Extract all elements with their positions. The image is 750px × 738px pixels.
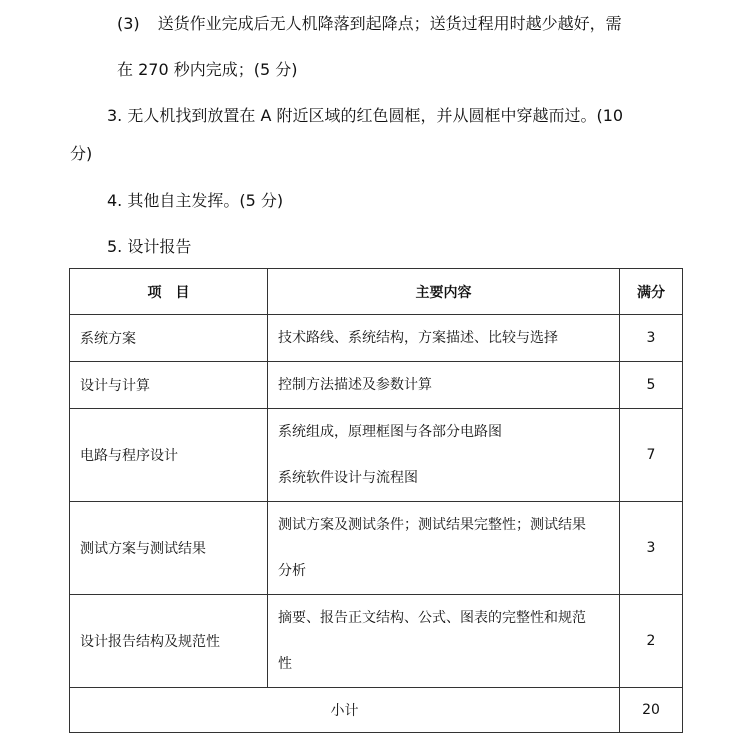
row-item: 测试方案与测试结果 — [70, 502, 268, 595]
row-content — [268, 502, 620, 595]
paragraph-requirement-4: 4. 其他自主发挥。(5 分) — [107, 191, 284, 210]
header-content: 主要内容 — [268, 269, 620, 315]
subtotal-label: 小计 — [70, 688, 620, 733]
scoring-table — [69, 268, 683, 733]
paragraph-requirement-3-continued: 分) — [70, 144, 93, 163]
content-line: 系统软件设计与流程图 — [278, 470, 418, 486]
header-item: 项 目 — [70, 269, 268, 315]
paragraph-requirement-3: 3. 无人机找到放置在 A 附近区域的红色圆框，并从圆框中穿越而过。(10 — [107, 106, 624, 125]
row-score: 5 — [620, 362, 683, 409]
header-score: 满分 — [620, 269, 683, 315]
row-item: 设计报告结构及规范性 — [70, 595, 268, 688]
item-text: 送货作业完成后无人机降落到起降点；送货过程用时越少越好，需 — [157, 14, 622, 33]
row-content — [268, 315, 620, 362]
content-line: 性 — [278, 656, 292, 672]
table-row — [70, 362, 683, 409]
table-row — [70, 409, 683, 502]
row-score: 3 — [620, 502, 683, 595]
paragraph-requirement-5: 5. 设计报告 — [107, 237, 192, 256]
paragraph-item-3 — [117, 12, 622, 36]
row-item: 电路与程序设计 — [70, 409, 268, 502]
table-row — [70, 315, 683, 362]
row-content — [268, 409, 620, 502]
table-row — [70, 502, 683, 595]
row-item: 系统方案 — [70, 315, 268, 362]
item-number: (3) — [117, 14, 140, 33]
content-line: 测试方案及测试条件；测试结果完整性；测试结果 — [278, 517, 586, 533]
row-score: 3 — [620, 315, 683, 362]
row-content — [268, 595, 620, 688]
content-line: 系统组成，原理框图与各部分电路图 — [278, 424, 502, 440]
row-content — [268, 362, 620, 409]
table-row — [70, 595, 683, 688]
content-line: 控制方法描述及参数计算 — [278, 377, 432, 393]
table-header-row — [70, 269, 683, 315]
content-line: 分析 — [278, 563, 306, 579]
content-line: 技术路线、系统结构，方案描述、比较与选择 — [278, 330, 558, 346]
paragraph-item-3-continued: 在 270 秒内完成；(5 分) — [117, 60, 298, 79]
subtotal-row — [70, 688, 683, 733]
content-line: 摘要、报告正文结构、公式、图表的完整性和规范 — [278, 610, 586, 626]
subtotal-value: 20 — [620, 688, 683, 733]
row-score: 2 — [620, 595, 683, 688]
row-item: 设计与计算 — [70, 362, 268, 409]
row-score: 7 — [620, 409, 683, 502]
